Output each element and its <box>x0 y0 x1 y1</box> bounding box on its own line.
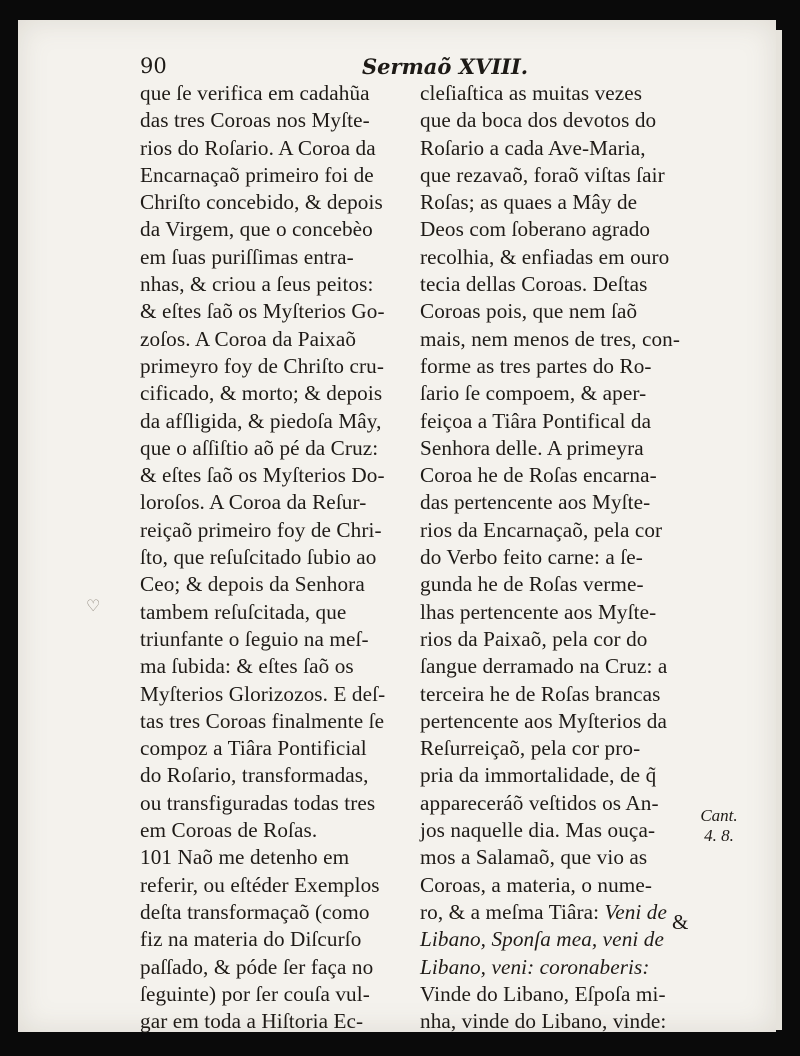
text-line: ſangue derramado na Cruz: a <box>420 654 668 679</box>
text-line: reiçaõ primeiro foy de Chri- <box>140 517 382 542</box>
text-line: tas tres Coroas finalmente ſe <box>140 708 385 733</box>
right-column <box>420 80 688 1035</box>
text-line: tambem reſuſcitada, que <box>140 599 347 624</box>
text-line: nha, vinde do Libano, vinde: <box>420 1009 667 1034</box>
text-line: forme as tres partes do Ro- <box>420 353 652 378</box>
text-line: Deos com ſoberano agrado <box>420 217 651 242</box>
text-line: fiz na materia do Diſcurſo <box>140 927 362 952</box>
text-line: ſario ſe compoem, & aper- <box>420 381 647 406</box>
text-line: referir, ou eſtéder Exemplos <box>140 872 380 897</box>
text-line: jos naquelle dia. Mas ouça- <box>420 818 656 843</box>
text-line: gar em toda a Hiſtoria Ec- <box>140 1009 364 1034</box>
text-line: lhas pertencente aos Myſte- <box>420 599 657 624</box>
margin-note <box>694 806 744 846</box>
text-line: das tres Coroas nos Myſte- <box>140 108 370 133</box>
text-line: Coroas, a materia, o nume- <box>420 872 653 897</box>
text-line: & eſtes ſaõ os Myſterios Do- <box>140 463 385 488</box>
text-line: recolhia, & enfiadas em ouro <box>420 244 670 269</box>
running-head: Sermaõ XVIII. <box>362 54 529 79</box>
text-line: Roſas; as quaes a Mây de <box>420 190 638 215</box>
text-line: do Verbo feito carne: a ſe- <box>420 545 643 570</box>
text-line: ſeguinte) por ſer couſa vul- <box>140 981 370 1006</box>
text-line: tecia dellas Coroas. Deſtas <box>420 272 648 297</box>
text-line: deſta transformaçaõ (como <box>140 899 370 924</box>
text-line: Vinde do Libano, Eſpoſa mi- <box>420 981 666 1006</box>
text-line: cleſiaſtica as muitas vezes <box>420 81 643 105</box>
text-line: Chriſto concebido, & depois <box>140 190 383 215</box>
text-line: Libano, Sponſa mea, veni de <box>420 927 664 952</box>
text-line: & eſtes ſaõ os Myſterios Go- <box>140 299 385 324</box>
text-line: Roſario a cada Ave-Maria, <box>420 135 646 160</box>
text-line: Coroas pois, que nem ſaõ <box>420 299 638 324</box>
left-column <box>140 80 410 1035</box>
text-line: rios da Paixaõ, pela cor do <box>420 626 648 651</box>
text-line: appareceráõ veſtidos os An- <box>420 790 659 815</box>
text-line: rios do Roſario. A Coroa da <box>140 135 376 160</box>
text-line: ro, & a meſma Tiâra: Veni de <box>420 899 668 924</box>
text-line: pria da immortalidade, de q̃ <box>420 763 657 788</box>
text-line: loroſos. A Coroa da Reſur- <box>140 490 367 515</box>
text-line: em Coroas de Roſas. <box>140 818 318 843</box>
text-line: Myſterios Glorizozos. E deſ- <box>140 681 386 706</box>
text-line: triunfante o ſeguio na meſ- <box>140 626 369 651</box>
text-line: das pertencente aos Myſte- <box>420 490 651 515</box>
text-line: que ſe verifica em cadahũa <box>140 81 370 105</box>
text-line: que rezavaõ, foraõ viſtas ſair <box>420 162 665 187</box>
text-line: Libano, veni: coronaberis: <box>420 954 650 979</box>
text-line: compoz a Tiâra Pontificial <box>140 736 367 761</box>
text-line: zoſos. A Coroa da Paixaõ <box>140 326 357 351</box>
text-line: da Virgem, que o concebèo <box>140 217 373 242</box>
margin-note-line: 4. 8. <box>704 826 734 845</box>
text-line: Encarnaçaõ primeiro foi de <box>140 162 374 187</box>
text-line: gunda he de Roſas verme- <box>420 572 644 597</box>
text-line: em ſuas puriſſimas entra- <box>140 244 354 269</box>
text-line: ou transfiguradas todas tres <box>140 790 376 815</box>
text-line: terceira he de Roſas brancas <box>420 681 661 706</box>
text-line: primeyro foy de Chriſto cru- <box>140 353 385 378</box>
text-line: que o aſſiſtio aõ pé da Cruz: <box>140 435 379 460</box>
text-line: paſſado, & póde ſer faça no <box>140 954 374 979</box>
text-line: Coroa he de Roſas encarna- <box>420 463 657 488</box>
text-line: nhas, & criou a ſeus peitos: <box>140 272 374 297</box>
text-line: da afſligida, & piedoſa Mây, <box>140 408 382 433</box>
margin-note-line: Cant. <box>700 806 738 825</box>
page-edge <box>776 30 782 1030</box>
text-line: feiçoa a Tiâra Pontifical da <box>420 408 652 433</box>
text-line: ſto, que reſuſcitado ſubio ao <box>140 545 377 570</box>
page-number: 90 <box>140 54 167 78</box>
catchword: & <box>672 910 689 934</box>
text-line: 101 Naõ me detenho em <box>140 845 350 870</box>
text-line: Ceo; & depois da Senhora <box>140 572 365 597</box>
text-line: que da boca dos devotos do <box>420 108 657 133</box>
text-line: Senhora delle. A primeyra <box>420 435 644 460</box>
text-line: do Roſario, transformadas, <box>140 763 369 788</box>
text-line: cificado, & morto; & depois <box>140 381 383 406</box>
text-line: Reſurreiçaõ, pela cor pro- <box>420 736 641 761</box>
text-line: pertencente aos Myſterios da <box>420 708 667 733</box>
text-line: rios da Encarnaçaõ, pela cor <box>420 517 663 542</box>
text-line: ma ſubida: & eſtes ſaõ os <box>140 654 354 679</box>
text-line: mos a Salamaõ, que vio as <box>420 845 648 870</box>
ink-speck-mark: ♡ <box>86 596 101 615</box>
text-line: mais, nem menos de tres, con- <box>420 326 681 351</box>
